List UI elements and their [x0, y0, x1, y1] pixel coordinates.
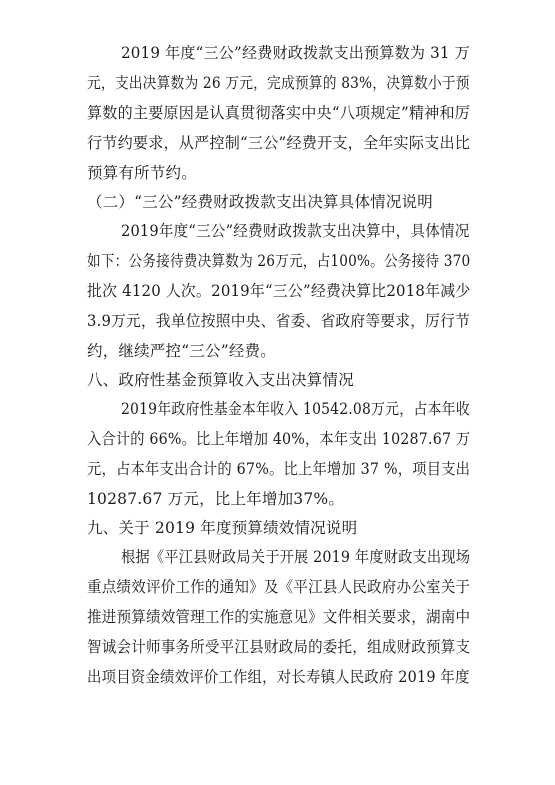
paragraph-4-line-5: 出项目资金绩效评价工作组，对长寿镇人民政府 2019 年度: [87, 668, 470, 686]
paragraph-4-line-3: 推进预算绩效管理工作的实施意见》文件相关要求，湖南中: [87, 608, 471, 626]
paragraph-3-line-2: 入合计的 66%。比上年增加 40%，本年支出 10287.67 万: [87, 430, 471, 448]
section-heading-8: 八、政府性基金预算收入支出决算情况: [87, 371, 354, 389]
paragraph-3-line-1: 2019年政府性基金本年收入 10542.08万元，占本年收: [121, 400, 470, 418]
section-heading-2: （二）“三公”经费财政拨款支出决算具体情况说明: [87, 193, 433, 211]
paragraph-4-line-1: 根据《平江县财政局关于开展 2019 年度财政支出现场: [121, 548, 471, 566]
paragraph-3-line-4: 10287.67 万元，比上年增加37%。: [87, 490, 345, 508]
paragraph-2-line-2: 如下：公务接待费决算数为 26万元，占100%。公务接待 370: [87, 252, 471, 270]
paragraph-2-line-3: 批次 4120 人次。2019年“三公”经费决算比2018年减少: [87, 282, 471, 300]
paragraph-1-line-2: 元，支出决算数为 26 万元，完成预算的 83%，决算数小于预: [87, 74, 470, 92]
paragraph-1-line-4: 行节约要求，从严控制“三公”经费开支，全年实际支出比: [87, 134, 471, 152]
paragraph-4-line-4: 智诚会计师事务所受平江县财政局的委托，组成财政预算支: [87, 638, 471, 656]
paragraph-2-line-4: 3.9万元，我单位按照中央、省委、省政府等要求，厉行节: [87, 312, 471, 330]
paragraph-1-line-3: 算数的主要原因是认真贯彻落实中央“八项规定”精神和厉: [87, 104, 471, 122]
paragraph-4-line-2: 重点绩效评价工作的通知》及《平江县人民政府办公室关于: [87, 578, 471, 596]
paragraph-1-line-1: 2019 年度“三公”经费财政拨款支出预算数为 31 万: [121, 44, 470, 62]
section-heading-9: 九、关于 2019 年度预算绩效情况说明: [87, 519, 358, 537]
paragraph-2-line-5: 约，继续严控“三公”经费。: [87, 342, 276, 360]
paragraph-1-line-5: 预算有所节约。: [87, 164, 197, 182]
paragraph-3-line-3: 元，占本年支出合计的 67%。比上年增加 37 %，项目支出: [87, 460, 471, 478]
paragraph-2-line-1: 2019年度“三公”经费财政拨款支出决算中，具体情况: [121, 222, 470, 240]
